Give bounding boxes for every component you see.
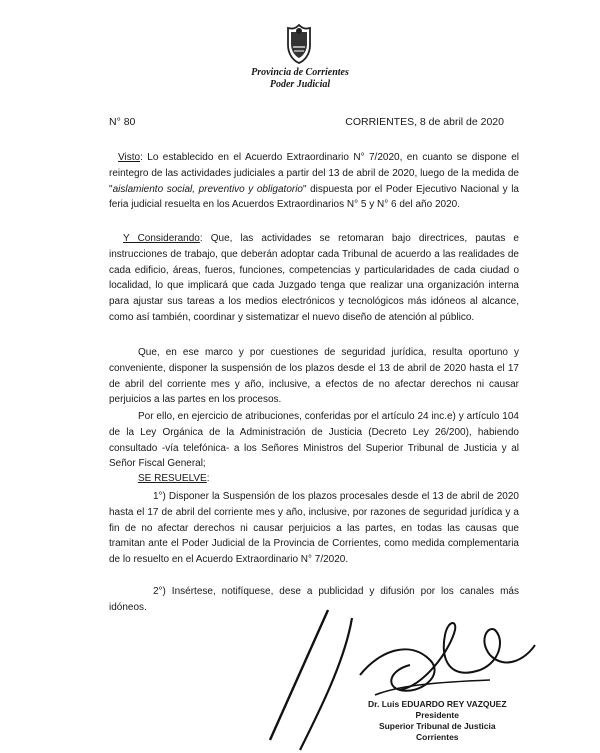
por-ello-paragraph: Por ello, en ejercicio de atribuciones, conferidas por el artículo 24 inc.e) y artículo 104 de la Ley Orgánica de la Administración de Justicia (Decreto Ley 26/200), habiendo consultado -vía telefónica- a los Señores Ministros del Superior Tribunal de Justicia y al Señor Fiscal General; bbox=[109, 411, 519, 470]
province-name: Provincia de Corrientes bbox=[251, 67, 349, 78]
coat-of-arms-icon bbox=[283, 23, 315, 65]
visto-label: Visto bbox=[118, 152, 141, 163]
resolution-number: N° 80 bbox=[109, 116, 136, 128]
signer-title: Presidente bbox=[415, 710, 459, 720]
signer-city: Corrientes bbox=[416, 732, 459, 742]
visto-text-a: : Lo establecido en el Acuerdo Extraordinario N° 7/2020, en cuanto se dispone el reintegro de las actividades judiciales a partir del 13 de abril de 2020, luego de la medida de " bbox=[109, 152, 519, 195]
considerando-text: : Que, las actividades se retomaran bajo directrices, pautas e instrucciones de trabajo, que deberán adoptar cada Tribunal de acuerdo a las realidades de cada edificio, áreas, fueros, funciones, competencias y particularidades de cada ciudad o localidad, lo que implicará que cada Juzgado tenga que realizar una organización interna para ajustar sus tareas a los medios electrónicos y tecnológicos más idóneos al alcance, como así también, coordinar y sistematizar el nuevo diseño de atención al público. bbox=[109, 233, 519, 323]
judicial-power: Poder Judicial bbox=[269, 79, 331, 90]
visto-italic: aislamiento social, preventivo y obligatorio bbox=[112, 183, 303, 195]
resuelve-heading bbox=[109, 471, 519, 487]
article-1: 1°) Disponer la Suspensión de los plazos procesales desde el 13 de abril de 2020 hasta el 17 de abril del corriente mes y año, inclusive, por razones de seguridad jurídica y a fin de no afectar derechos ni causar perjuicios a las partes, en todas las causas que tramitan ante el Poder Judicial de la Provincia de Corrientes, como medida complementaria de lo resuelto en el Acuerdo Extraordinario N° 7/2020. bbox=[109, 491, 519, 566]
que-paragraph: Que, en ese marco y por cuestiones de seguridad jurídica, resulta oportuno y conveniente, disponer la suspensión de los plazos desde el 13 de abril de 2020 hasta el 17 de abril del corriente mes y año, inclusive, a efectos de no afectar derechos ni causar perjuicios a las partes en los procesos. bbox=[109, 347, 519, 406]
resuelve-label: SE RESUELVE bbox=[138, 473, 207, 484]
resuelve-colon: : bbox=[206, 473, 210, 484]
visto-paragraph bbox=[109, 150, 519, 213]
letterhead bbox=[0, 67, 600, 91]
place-date: CORRIENTES, 8 de abril de 2020 bbox=[345, 116, 504, 128]
visto-text-b: " dispuesta por el Poder Ejecutivo Nacional y la feria judicial resuelta en los Acuerdos Extraordinarios N° 5 y N° 6 del año 2020. bbox=[109, 183, 519, 211]
considerando-label: Y Considerando bbox=[123, 233, 200, 244]
signer-name: Dr. Luis EDUARDO REY VAZQUEZ bbox=[368, 699, 507, 709]
article-2: 2°) Insértese, notifíquese, dese a publicidad y difusión por los canales más idóneos. bbox=[109, 586, 519, 613]
considerando-paragraph bbox=[109, 231, 519, 326]
signer-body: Superior Tribunal de Justicia bbox=[378, 721, 496, 731]
signature-block bbox=[368, 699, 507, 743]
